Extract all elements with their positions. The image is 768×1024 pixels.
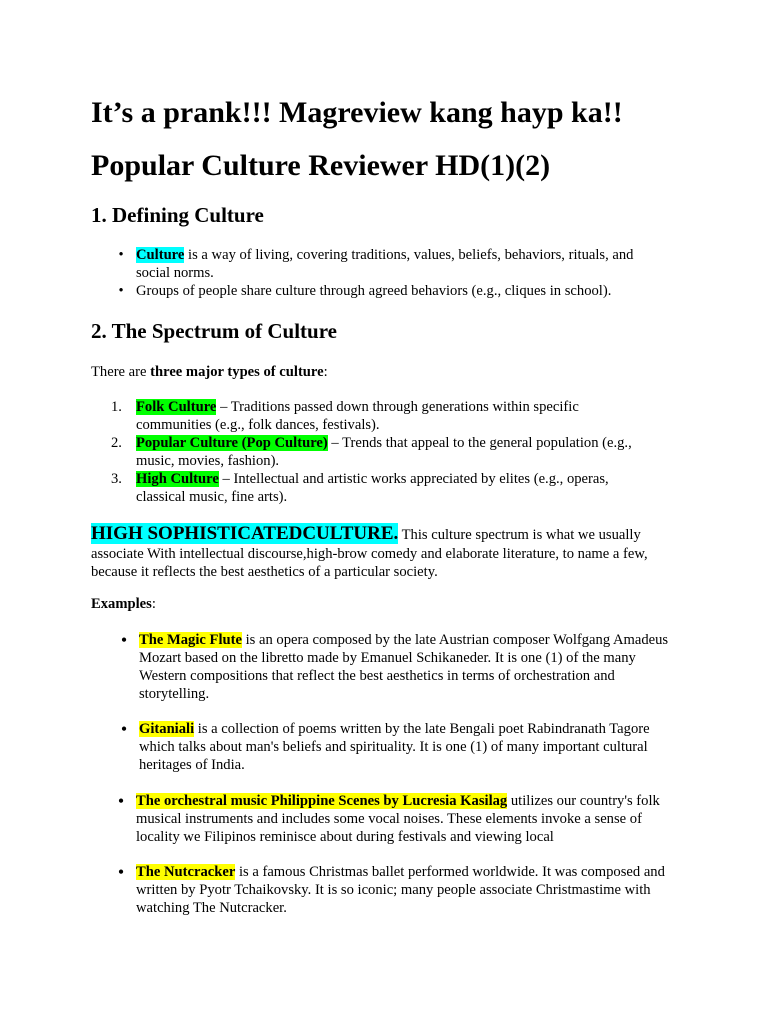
- term-folk-culture: Folk Culture: [136, 399, 217, 415]
- examples-list: [120, 630, 679, 703]
- examples-label-suffix: :: [151, 596, 156, 612]
- bullet-icon: •: [120, 719, 128, 739]
- list-item-text: Groups of people share culture through agreed behaviors (e.g., cliques in school).: [136, 283, 612, 299]
- bullet-icon: •: [118, 247, 124, 263]
- list-item-text: is a famous Christmas ballet performed worldwide. It was composed and written by Pyotr Tchaikovsky. It is so iconic; many people associate Christmastime with watching The Nutcracker.: [136, 864, 665, 916]
- list-item-text: is a collection of poems written by the late Bengali poet Rabindranath Tagore which talks about man's beliefs and spirituality. It is one (1) of many important cultural heritages of India.: [139, 721, 650, 773]
- bullet-icon: •: [117, 862, 125, 882]
- list-item: [118, 282, 666, 300]
- list-item: [120, 719, 669, 774]
- list-item: [118, 246, 666, 282]
- term-philippine-scenes: The orchestral music Philippine Scenes by Lucresia Kasilag: [136, 793, 508, 809]
- list-number: 2.: [111, 435, 122, 451]
- section-heading-spectrum: 2. The Spectrum of Culture: [91, 319, 337, 343]
- intro-bold: three major types of culture: [150, 364, 324, 380]
- high-culture-text: This culture spectrum is what we usually associate With intellectual discourse,high-brow comedy and elaborate literature, to name a few, because it reflects the best aesthetics of a particular society.: [91, 527, 648, 580]
- list-item-text: utilizes our country's folk musical instruments and includes some vocal noises. These elements invoke a sense of locality we Filipinos reminisce about during festivals and viewing local: [136, 793, 660, 845]
- examples-list: [120, 719, 669, 774]
- intro-prefix: There are: [91, 364, 151, 380]
- list-number: 3.: [111, 471, 122, 487]
- examples-list: [117, 862, 671, 917]
- term-gitaniali: Gitaniali: [139, 721, 195, 737]
- title-reviewer: Popular Culture Reviewer HD(1)(2): [91, 149, 551, 182]
- term-high-culture: High Culture: [136, 471, 219, 487]
- term-magic-flute: The Magic Flute: [139, 632, 242, 648]
- high-culture-paragraph: [91, 523, 681, 581]
- list-item: [117, 862, 671, 917]
- list-item-text: – Traditions passed down through generations within specific communities (e.g., folk dances, festivals).: [136, 399, 579, 433]
- list-item-text: – Intellectual and artistic works appreciated by elites (e.g., operas, classical music, fine arts).: [136, 471, 609, 505]
- bullet-icon: •: [117, 791, 125, 811]
- list-item: [111, 398, 656, 434]
- title-prank: It’s a prank!!! Magreview kang hayp ka!!: [91, 96, 623, 129]
- list-number: 1.: [111, 399, 122, 415]
- list-item-text: – Trends that appeal to the general population (e.g., music, movies, fashion).: [136, 435, 632, 469]
- term-popular-culture: Popular Culture (Pop Culture): [136, 435, 328, 451]
- culture-types-list: [111, 398, 656, 506]
- list-item: [111, 470, 656, 506]
- list-item: [111, 434, 656, 470]
- examples-list: [117, 791, 681, 846]
- intro-suffix: :: [323, 364, 328, 380]
- examples-label-text: Examples: [91, 596, 152, 612]
- list-item-text: is an opera composed by the late Austrian composer Wolfgang Amadeus Mozart based on the libretto made by Emanuel Schikaneder. It is one (1) of the many Western compositions that reflect the best aesthetics in terms of orchestration and storytelling.: [139, 632, 669, 702]
- defining-culture-list: [118, 246, 666, 300]
- bullet-icon: •: [118, 283, 124, 299]
- section-heading-defining-culture: 1. Defining Culture: [91, 203, 264, 227]
- high-culture-heading: HIGH SOPHISTICATEDCULTURE.: [91, 523, 399, 544]
- list-item: [117, 791, 681, 846]
- spectrum-intro: [91, 363, 691, 381]
- term-nutcracker: The Nutcracker: [136, 864, 236, 880]
- list-item: [120, 630, 679, 703]
- list-item-text: is a way of living, covering traditions, values, beliefs, behaviors, rituals, and social norms.: [136, 247, 634, 281]
- examples-label: [91, 595, 691, 613]
- bullet-icon: •: [120, 630, 128, 650]
- term-culture: Culture: [136, 247, 185, 263]
